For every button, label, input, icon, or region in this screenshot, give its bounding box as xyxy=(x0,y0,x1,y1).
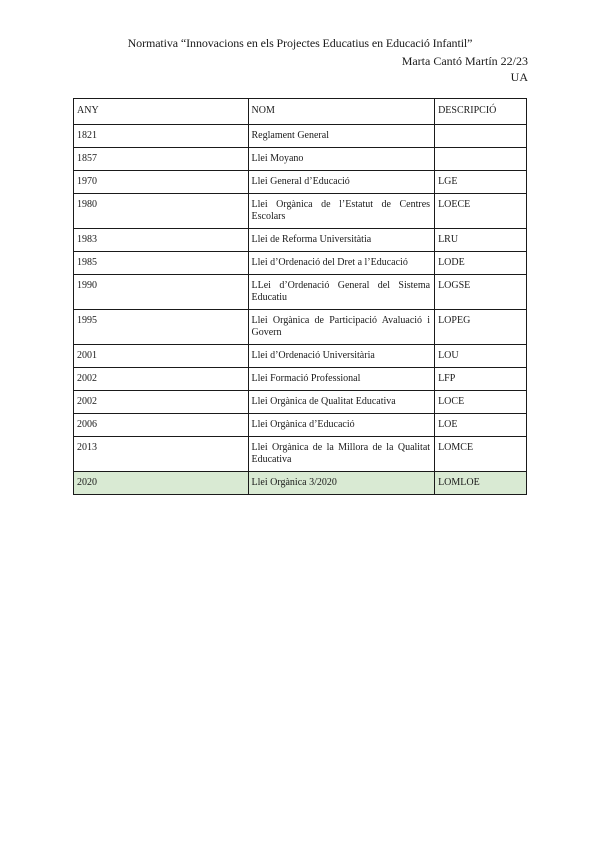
law-name-cell: Llei d’Ordenació Universitària xyxy=(248,345,435,368)
abbreviation-cell: LOECE xyxy=(435,194,527,229)
table-row xyxy=(74,310,527,345)
author-line: Marta Cantó Martín 22/23 xyxy=(401,54,528,68)
law-name-cell: LLei d’Ordenació General del Sistema Educatiu xyxy=(248,275,435,310)
law-name-cell: Llei d’Ordenació del Dret a l’Educació xyxy=(248,252,435,275)
abbreviation-cell: LODE xyxy=(435,252,527,275)
abbreviation-cell: LGE xyxy=(435,171,527,194)
table-row xyxy=(74,148,527,171)
year-cell: 1821 xyxy=(74,125,249,148)
year-cell: 2002 xyxy=(74,368,249,391)
year-cell: 2013 xyxy=(74,437,249,472)
law-name-cell: Llei Orgànica d’Educació xyxy=(248,414,435,437)
law-name-cell: Llei de Reforma Universitàtia xyxy=(248,229,435,252)
year-cell: 1995 xyxy=(74,310,249,345)
table-row xyxy=(74,391,527,414)
column-header-descripcio: DESCRIPCIÓ xyxy=(435,99,527,125)
abbreviation-cell: LRU xyxy=(435,229,527,252)
abbreviation-cell: LOE xyxy=(435,414,527,437)
year-cell: 1985 xyxy=(74,252,249,275)
table-row xyxy=(74,252,527,275)
abbreviation-cell: LOGSE xyxy=(435,275,527,310)
document-title: Normativa “Innovacions en els Projectes Educatius en Educació Infantil” xyxy=(127,36,473,50)
year-cell: 1983 xyxy=(74,229,249,252)
law-name-cell: Llei Orgànica de Participació Avaluació i Govern xyxy=(248,310,435,345)
table-row xyxy=(74,437,527,472)
abbreviation-cell xyxy=(435,125,527,148)
law-name-cell: Llei Orgànica de Qualitat Educativa xyxy=(248,391,435,414)
year-cell: 1857 xyxy=(74,148,249,171)
law-name-cell: Llei General d’Educació xyxy=(248,171,435,194)
law-name-cell: Llei Formació Professional xyxy=(248,368,435,391)
law-name-cell: Llei Orgànica 3/2020 xyxy=(248,472,435,495)
year-cell: 2002 xyxy=(74,391,249,414)
table-row-highlighted xyxy=(74,472,527,495)
legislation-table xyxy=(73,98,527,495)
table-row xyxy=(74,414,527,437)
table-row xyxy=(74,275,527,310)
law-name-cell: Llei Orgànica de l’Estatut de Centres Escolars xyxy=(248,194,435,229)
abbreviation-cell xyxy=(435,148,527,171)
year-cell: 1990 xyxy=(74,275,249,310)
abbreviation-cell: LFP xyxy=(435,368,527,391)
law-name-cell: Reglament General xyxy=(248,125,435,148)
year-cell: 2001 xyxy=(74,345,249,368)
abbreviation-cell: LOU xyxy=(435,345,527,368)
law-name-cell: Llei Orgànica de la Millora de la Qualitat Educativa xyxy=(248,437,435,472)
table-row xyxy=(74,125,527,148)
year-cell: 1980 xyxy=(74,194,249,229)
table-row xyxy=(74,345,527,368)
abbreviation-cell: LOMCE xyxy=(435,437,527,472)
table-row xyxy=(74,194,527,229)
table-row xyxy=(74,229,527,252)
column-header-nom: NOM xyxy=(248,99,435,125)
institution-line: UA xyxy=(510,70,528,84)
abbreviation-cell: LOMLOE xyxy=(435,472,527,495)
table-row xyxy=(74,368,527,391)
year-cell: 2006 xyxy=(74,414,249,437)
year-cell: 2020 xyxy=(74,472,249,495)
table-row xyxy=(74,171,527,194)
abbreviation-cell: LOPEG xyxy=(435,310,527,345)
year-cell: 1970 xyxy=(74,171,249,194)
table-header-row xyxy=(74,99,527,125)
abbreviation-cell: LOCE xyxy=(435,391,527,414)
law-name-cell: Llei Moyano xyxy=(248,148,435,171)
column-header-any: ANY xyxy=(74,99,249,125)
